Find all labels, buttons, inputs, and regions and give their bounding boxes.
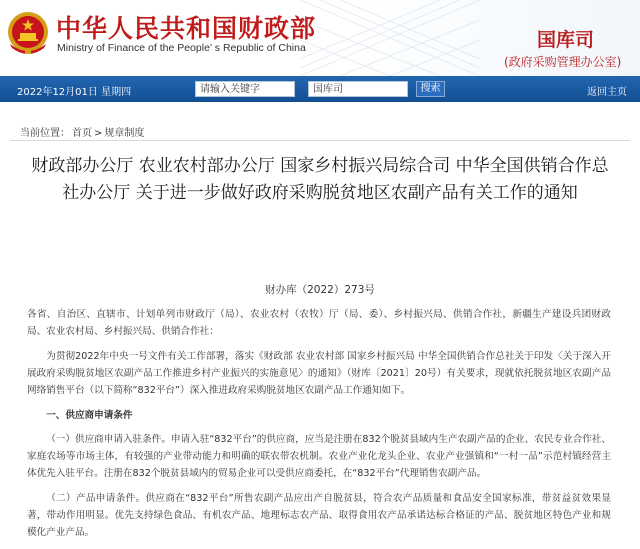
document-number: 财办库（2022）273号	[265, 284, 375, 296]
search-button[interactable]: 搜索	[416, 81, 445, 97]
article-paragraph-intro: 为贯彻2022年中央一号文件有关工作部署，落实《财政部 农业农村部 国家乡村振兴局 中华全国供销合作总社关于印发〈关于深入开展政府采购脱贫地区农副产品工作推进乡村产业振兴的实施意见〉的通知》（财库〔2021〕20号）有关要求，现就依托脱贫地区农副产品网络销售平台（以下简称“832平台”）深入推进政府采购脱贫地区农副产品工作通知如下。	[27, 351, 611, 396]
current-date: 2022年12月01日 星期四	[17, 87, 132, 98]
ministry-name-cn: 中华人民共和国财政部	[56, 14, 317, 43]
article-paragraph-supplier-conditions: （一）供应商申请入驻条件。申请入驻“832平台”的供应商，应当是注册在832个脱贫县域内生产农副产品的企业、农民专业合作社、家庭农场等市场主体，有较强的产业带动能力和明确的联农带农机制。农业产业化龙头企业、农业产业强镇和“一村一品”示范村镇经营主体优先入驻平台。注册在832个脱贫县域内的贸易企业可以受供应商委托，在“832平台”代理销售农副产品。	[27, 434, 611, 479]
section-heading: 一、供应商申请条件	[46, 410, 133, 421]
breadcrumb-separator: >	[94, 128, 103, 139]
article-title: 财政部办公厅 农业农村部办公厅 国家乡村振兴局综合司 中华全国供销合作总社办公厅 关于进一步做好政府采购脱贫地区农副产品有关工作的通知	[31, 156, 609, 203]
breadcrumb	[20, 124, 146, 139]
top-navbar	[0, 76, 640, 102]
breadcrumb-home-link[interactable]: 首页	[72, 128, 92, 139]
search-input[interactable]: 请输入关键字	[195, 81, 295, 97]
department-subtitle: (政府采购管理办公室)	[504, 55, 622, 69]
header-lattice-decoration	[300, 0, 480, 76]
department-name: 国库司	[537, 29, 595, 51]
breadcrumb-divider	[10, 140, 630, 141]
department-select[interactable]: 国库司	[308, 81, 408, 97]
home-link[interactable]: 返回主页	[587, 87, 627, 98]
article-paragraph-addressees: 各省、自治区、直辖市、计划单列市财政厅（局）、农业农村（农牧）厅（局、委）、乡村振兴局、供销合作社，新疆生产建设兵团财政局、农业农村局、乡村振兴局、供销合作社：	[27, 309, 611, 337]
national-emblem-icon	[6, 10, 50, 56]
ministry-name-en: Ministry of Finance of the People’ s Republic of China	[57, 42, 306, 54]
site-header	[0, 0, 640, 76]
breadcrumb-section-link[interactable]: 规章制度	[104, 128, 145, 139]
article-paragraph-product-conditions: （二）产品申请条件。供应商在“832平台”所售农副产品应出产自脱贫县，符合农产品质量和食品安全国家标准，带贫益贫效果显著，带动作用明显。优先支持绿色食品、有机农产品、地理标志农产品、取得食用农产品承诺达标合格证的产品、脱贫地区特色产业和规模化产业产品。	[27, 493, 611, 538]
breadcrumb-prefix: 当前位置：	[20, 128, 70, 139]
